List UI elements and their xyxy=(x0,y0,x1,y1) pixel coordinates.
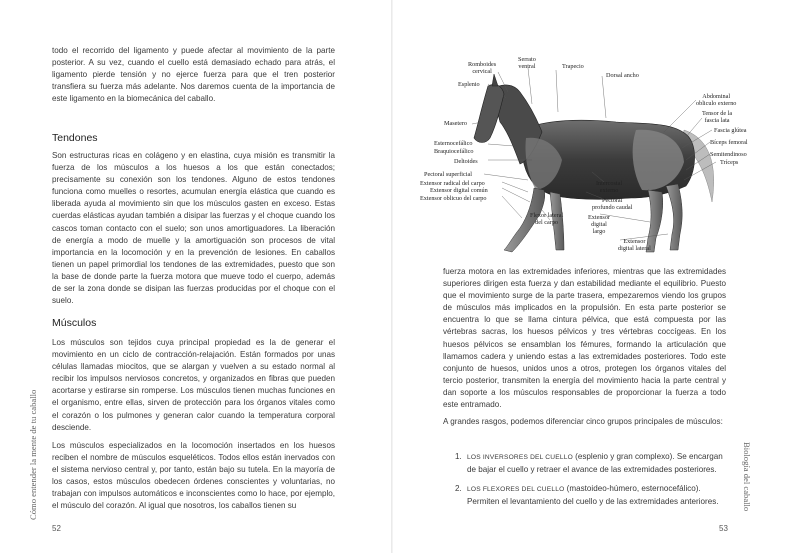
tendones-heading: Tendones xyxy=(52,132,98,144)
left-page xyxy=(0,0,392,553)
label-deltoides: Deltoides xyxy=(454,158,478,165)
label-esternocefalico: Esternocefálico xyxy=(434,140,473,147)
label-triceps: Tríceps xyxy=(720,159,739,166)
musculos-paragraph-1: Los músculos son tejidos cuya principal propiedad es la de generar el movimiento en un ciclo de contracción-relajación. Están formados por unas células llamadas miocitos, que se alargan y vuelven a su estado normal al recibir los impulsos nerviosos concretos, y organizados en fibras que pueden acortarse y estirarse sin romperse. Los músculos tienen muchas funciones en el organismo, entre ellas, sirven de protección para los órganos vitales como el corazón o los pulmones y generan calor cuando la temperatura corporal desciende. xyxy=(52,338,335,432)
muscle-group-name: LOS FLEXORES DEL CUELLO xyxy=(467,486,565,494)
label-serrato-ventral: Serrato ventral xyxy=(518,56,536,70)
muscle-groups-list xyxy=(443,451,726,515)
label-braquiocefalico: Braquiocefálico xyxy=(434,148,474,155)
right-page xyxy=(393,0,785,553)
label-extensor-radical-carpo: Extensor radical del carpo xyxy=(420,180,485,187)
label-extensor-digital-largo: Extensor digital largo xyxy=(588,214,610,235)
right-page-number: 53 xyxy=(719,524,728,533)
label-abdominal-obliculo-externo: Abdominal obliculo externo xyxy=(696,93,737,107)
muscle-group-number: 2. xyxy=(455,484,462,494)
muscle-group-item xyxy=(443,483,726,508)
label-trapecio: Trapecio xyxy=(562,63,584,70)
label-esplenio: Esplenio xyxy=(458,81,480,88)
muscle-group-number: 1. xyxy=(455,452,462,461)
label-pectoral-profundo-caudal: Pectoral profundo caudal xyxy=(592,197,633,211)
label-romboides-cervical: Romboides cervical xyxy=(468,61,497,75)
intro-paragraph: todo el recorrido del ligamento y puede afectar al movimiento de la parte posterior. A su vez, cuando el cuello está demasiado echado para atrás, el ligamento pierde tensión y no ejerce fuerza para que el tren posterior transfiera su fuerza más adelante. Nos daremos cuenta de la importancia de este ligamento en la biomecánica del caballo. xyxy=(52,46,335,104)
label-biceps-femoral: Bíceps femoral xyxy=(710,139,748,146)
label-tensor-fascia-lata: Tensor de la fascia lata xyxy=(702,110,733,124)
label-fascia-glutea: Fascia glútea xyxy=(714,127,747,134)
muscle-group-text: (esplenio y gran complexo). Se encargan de bajar el cuello y retraer el avance de las extremidades posteriores. xyxy=(467,452,723,475)
left-page-number: 52 xyxy=(52,524,61,533)
muscle-group-name: LOS INVERSORES DEL CUELLO xyxy=(467,454,573,461)
label-extensor-digital-lateral: Extensor digital lateral xyxy=(618,238,651,252)
label-dorsal-ancho: Dorsal ancho xyxy=(606,72,639,79)
label-extensor-digital-comun: Extensor digital común xyxy=(430,187,488,194)
label-intercostal-externo: Intercostal externo xyxy=(596,180,623,194)
muscle-group-item xyxy=(443,451,726,476)
label-extensor-obliculo-carpo: Extensor oblicuo del carpo xyxy=(420,195,487,202)
label-semitendinoso: Semitendinoso xyxy=(710,151,747,158)
musculos-paragraph-2: Los músculos especializados en la locomoción insertados en los huesos reciben el nombre de músculos esqueléticos. Todos ellos están inervados con el sistema nervioso central y, por tanto, están bajo su tutela. En la mayoría de los casos, estos músculos obedecen órdenes conscientes y voluntarias, no trabajan con impulsos automáticos e inconscientes como lo hace, por ejemplo, el músculo del corazón. Al igual que nosotros, los caballos tienen su xyxy=(52,441,335,511)
right-side-title: Biología del caballo xyxy=(742,442,752,512)
label-flexor-lateral-carpo: Flexor lateral del carpo xyxy=(530,212,564,226)
label-pectoral-superficial: Pectoral superficial xyxy=(424,171,472,178)
muscle-group-text: (mastoideo-húmero, esternocefálico). Permiten el levantamiento del cuello y de las extremidades anteriores. xyxy=(467,484,719,507)
continuation-paragraph: fuerza motora en las extremidades inferiores, mientras que las extremidades superiores dirigen esta fuerza y dan estabilidad mediante el equilibrio. Puesto que el movimiento surge de la parte trasera, empezaremos viendo los grupos de músculos más implicados en la propulsión. En esta parte posterior se encuentra lo que se llama cintura pélvica, que está compuesta por las vértebras sacras, los huesos pélvicos y tres vértebras coccígeas. En los huesos pélvicos se ensamblan los fémures, formando la articulación que llamamos cadera y uniendo estas a las extremidades posteriores. Todo este conjunto de huesos, unidos unos a otros, protegen los órganos vitales del tercio posterior, transmiten la energía del movimiento hacia la parte central y dan soporte a los músculos responsables de proporcionar la fuerza a todo este entramado. xyxy=(443,267,726,410)
left-side-title: Cómo entender la mente de tu caballo xyxy=(28,389,38,520)
tendones-paragraph: Son estructuras ricas en colágeno y en elastina, cuya misión es transmitir la fuerza de los músculos a los huesos a los que están conectados; precisamente su conexión son los tendones. Alguno de estos tendones funciona como muelles o resortes, acumulan energía elástica que cuando es liberada ayuda al movimiento sin que los músculos gasten en exceso. Estas cuerdas elásticas ayudan también a disipar las fuerzas y el choque cuando los cascos toman contacto con el suelo; son unos amortiguadores. La liberación de energía a modo de muelle y la amortiguación son procesos de vital importancia en la locomoción y en la prevención de lesiones. En caballos tienen un papel primordial los tendones de las extremidades, puesto que son la base de donde parte la fuerza motora que mueve todo el cuerpo, además de ser la zona donde se disipan las fuerzas producidas por el choque con el suelo. xyxy=(52,151,335,306)
musculos-heading: Músculos xyxy=(52,317,97,329)
groups-intro: A grandes rasgos, podemos diferenciar cinco grupos principales de músculos: xyxy=(443,417,723,426)
label-masetero: Masetero xyxy=(444,120,468,127)
